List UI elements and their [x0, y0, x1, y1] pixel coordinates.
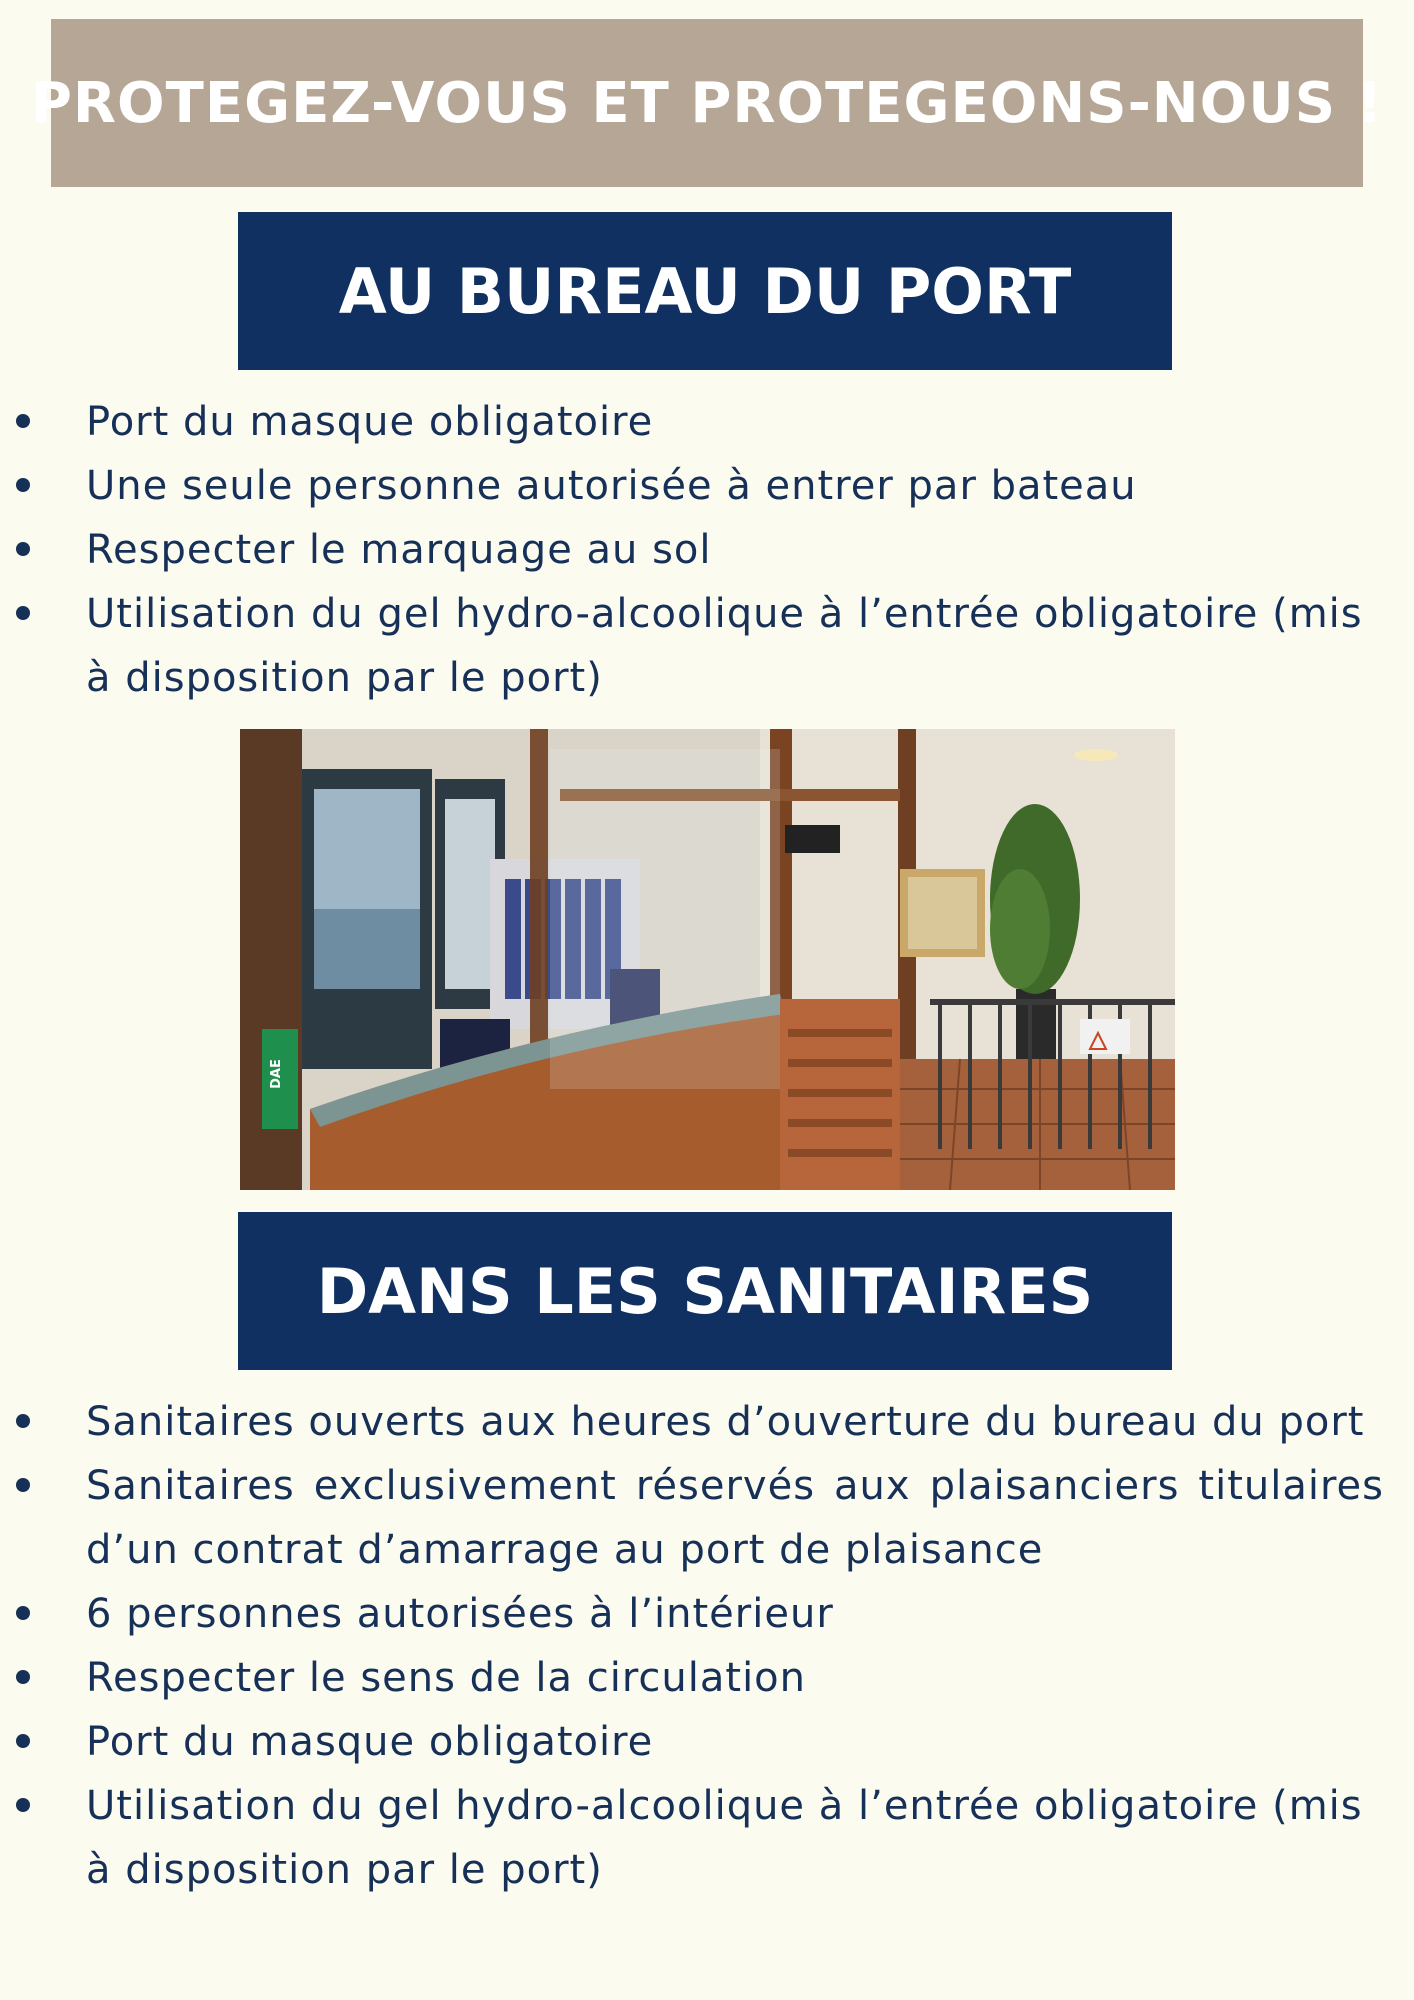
bullet-icon	[16, 1414, 30, 1428]
list-item: 6 personnes autorisées à l’intérieur	[0, 1582, 1414, 1646]
top-banner	[30, 19, 1384, 187]
section-header-bureau	[238, 212, 1172, 370]
list-item: Sanitaires exclusivement réservés aux plaisanciers titulaires d’un contrat d’amarrage au port de plaisance	[0, 1454, 1414, 1582]
banner-title: PROTEGEZ-VOUS ET PROTEGEONS-NOUS !	[30, 70, 1384, 136]
list-item: Utilisation du gel hydro-alcoolique à l’entrée obligatoire (mis à disposition par le port)	[0, 582, 1414, 710]
list-item: Une seule personne autorisée à entrer par bateau	[0, 454, 1414, 518]
bullet-icon	[16, 606, 30, 620]
bullet-icon	[16, 1734, 30, 1748]
section-header-sanitaires	[238, 1212, 1172, 1370]
bullet-icon	[16, 1478, 30, 1492]
list-item: Port du masque obligatoire	[0, 390, 1414, 454]
list-item: Respecter le marquage au sol	[0, 518, 1414, 582]
section-title-sanitaires: DANS LES SANITAIRES	[316, 1254, 1094, 1328]
list-item: Port du masque obligatoire	[0, 1710, 1414, 1774]
bullet-icon	[16, 1798, 30, 1812]
section-title-bureau: AU BUREAU DU PORT	[338, 254, 1072, 328]
list-item: Utilisation du gel hydro-alcoolique à l’entrée obligatoire (mis à disposition par le port)	[0, 1774, 1414, 1902]
list-item: Respecter le sens de la circulation	[0, 1646, 1414, 1710]
dae-sign-label: DAE	[269, 1059, 284, 1089]
bullet-icon	[16, 1606, 30, 1620]
list-item: Sanitaires ouverts aux heures d’ouverture du bureau du port	[0, 1390, 1414, 1454]
office-photo	[240, 729, 1175, 1190]
rules-list-bureau	[0, 390, 1414, 710]
bullet-icon	[16, 1670, 30, 1684]
bullet-icon	[16, 414, 30, 428]
rules-list-sanitaires	[0, 1390, 1414, 1902]
bullet-icon	[16, 478, 30, 492]
bullet-icon	[16, 542, 30, 556]
